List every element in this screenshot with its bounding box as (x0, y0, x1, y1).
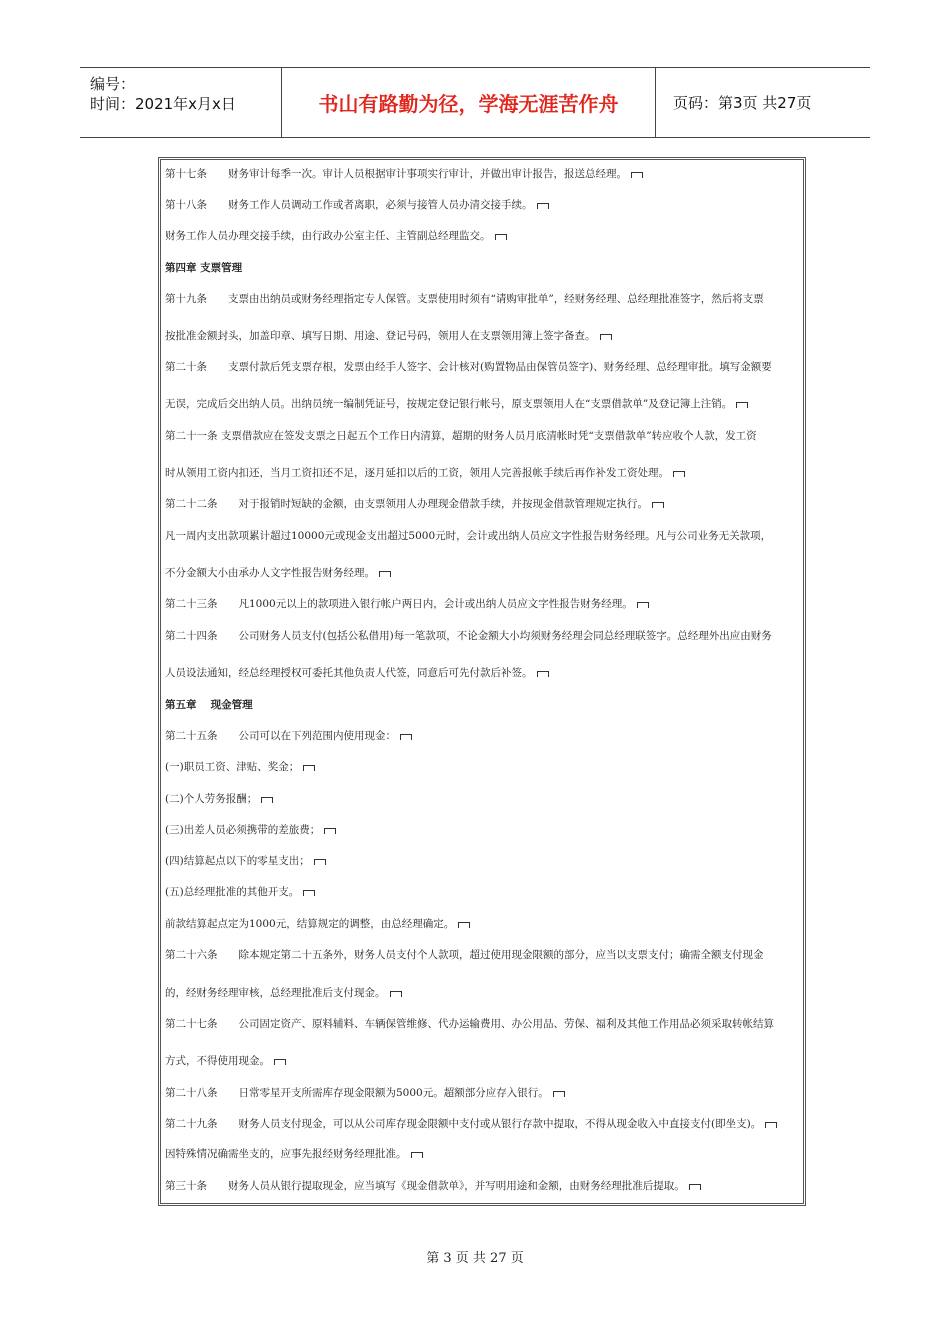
paragraph-mark-icon (411, 1152, 423, 1158)
list-item: (五)总经理批准的其他开支。 (165, 885, 315, 899)
text-line: 第二十一条 支票借款应在签发支票之日起五个工作日内清算，超期的财务人员月底清帐时凭“支票借款单”转应收个人款，发工资 (165, 430, 757, 442)
list-item: (三)出差人员必须携带的差旅费； (165, 823, 336, 837)
content-frame (158, 157, 806, 1206)
paragraph-mark-icon (274, 1059, 286, 1065)
text-line: 第二十九条 财务人员支付现金，可以从公司库存现金限额中支付或从银行存款中提取，不得从现金收入中直接支付(即坐支)。 (165, 1117, 777, 1131)
text-line: 第十七条 财务审计每季一次。审计人员根据审计事项实行审计，并做出审计报告，报送总经理。 (165, 167, 643, 181)
text-line: 第二十六条 除本规定第二十五条外，财务人员支付个人款项，超过使用现金限额的部分，应当以支票支付；确需全额支付现金 (165, 949, 764, 961)
document-date-label: 时间：2021年x月x日 (90, 95, 236, 113)
page-footer: 第 3 页 共 27 页 (426, 1251, 524, 1266)
paragraph-mark-icon (495, 234, 507, 240)
text-line: 无误，完成后交出纳人员。出纳员统一编制凭证号，按规定登记银行帐号，原支票领用人在“支票借款单”及登记簿上注销。 (165, 397, 748, 411)
paragraph-mark-icon (765, 1122, 777, 1128)
list-item: (四)结算起点以下的零星支出； (165, 854, 326, 868)
document-number-label: 编号： (90, 75, 136, 93)
text-line: 前款结算起点定为1000元，结算规定的调整，由总经理确定。 (165, 917, 470, 931)
text-line: 第二十二条 对于报销时短缺的金额，由支票领用人办理现金借款手续，并按现金借款管理规定执行。 (165, 497, 664, 511)
text-line: 人员设法通知，经总经理授权可委托其他负责人代签，同意后可先付款后补签。 (165, 666, 549, 680)
chapter-heading: 第五章 现金管理 (165, 699, 253, 711)
text-line: 时从领用工资内扣还，当月工资扣还不足，逐月延扣以后的工资，领用人完善报帐手续后再作补发工资处理。 (165, 466, 685, 480)
list-item: (一)职员工资、津贴、奖金； (165, 760, 315, 774)
paragraph-mark-icon (314, 859, 326, 865)
paragraph-mark-icon (600, 334, 612, 340)
text-line: 第二十四条 公司财务人员支付(包括公私借用)每一笔款项，不论金额大小均须财务经理会同总经理联签字。总经理外出应由财务 (165, 630, 772, 642)
text-line: 因特殊情况确需坐支的，应事先报经财务经理批准。 (165, 1147, 423, 1161)
paragraph-mark-icon (553, 1091, 565, 1097)
list-item: (二)个人劳务报酬； (165, 792, 273, 806)
text-line: 第十九条 支票由出纳员或财务经理指定专人保管。支票使用时须有“请购审批单”，经财务经理、总经理批准签字，然后将支票 (165, 293, 764, 305)
text-line: 不分金额大小由承办人文字性报告财务经理。 (165, 566, 391, 580)
text-line: 的，经财务经理审核，总经理批准后支付现金。 (165, 986, 402, 1000)
paragraph-mark-icon (637, 602, 649, 608)
header-motto: 书山有路勤为径，学海无涯苦作舟 (282, 68, 656, 137)
paragraph-mark-icon (400, 734, 412, 740)
paragraph-mark-icon (736, 402, 748, 408)
text-line: 方式，不得使用现金。 (165, 1054, 286, 1068)
text-line: 第二十条 支票付款后凭支票存根，发票由经手人签字、会计核对(购置物品由保管员签字)、财务经理、总经理审批。填写金额要 (165, 361, 772, 373)
paragraph-mark-icon (537, 203, 549, 209)
header-page-info (664, 68, 870, 137)
paragraph-mark-icon (652, 502, 664, 508)
paragraph-mark-icon (379, 571, 391, 577)
chapter-heading: 第四章 支票管理 (165, 262, 243, 274)
text-line: 第二十五条 公司可以在下列范围内使用现金： (165, 729, 412, 743)
header-meta-cell (80, 68, 282, 137)
paragraph-mark-icon (324, 828, 336, 834)
paragraph-mark-icon (303, 890, 315, 896)
text-line: 第二十八条 日常零星开支所需库存现金限额为5000元。超额部分应存入银行。 (165, 1086, 565, 1100)
paragraph-mark-icon (390, 991, 402, 997)
text-line: 财务工作人员办理交接手续，由行政办公室主任、主管副总经理监交。 (165, 229, 507, 243)
text-line: 按批准金额封头，加盖印章、填写日期、用途、登记号码，领用人在支票领用簿上签字备查。 (165, 329, 612, 343)
page-info-label: 页码：第3页 共27页 (673, 94, 812, 112)
text-line: 第二十七条 公司固定资产、原料辅料、车辆保管维修、代办运输费用、办公用品、劳保、福利及其他工作用品必须采取转帐结算 (165, 1018, 774, 1030)
page-header (80, 67, 870, 138)
text-line: 第十八条 财务工作人员调动工作或者离职，必须与接管人员办清交接手续。 (165, 198, 549, 212)
paragraph-mark-icon (689, 1184, 701, 1190)
paragraph-mark-icon (261, 797, 273, 803)
paragraph-mark-icon (673, 471, 685, 477)
text-line: 第二十三条 凡1000元以上的款项进入银行帐户两日内，会计或出纳人员应文字性报告财务经理。 (165, 597, 649, 611)
paragraph-mark-icon (631, 172, 643, 178)
text-line: 第三十条 财务人员从银行提取现金，应当填写《现金借款单》，并写明用途和金额，由财务经理批准后提取。 (165, 1179, 701, 1193)
paragraph-mark-icon (537, 671, 549, 677)
text-line: 凡一周内支出款项累计超过10000元或现金支出超过5000元时，会计或出纳人员应文字性报告财务经理。凡与公司业务无关款项， (165, 530, 772, 542)
paragraph-mark-icon (458, 922, 470, 928)
paragraph-mark-icon (303, 765, 315, 771)
